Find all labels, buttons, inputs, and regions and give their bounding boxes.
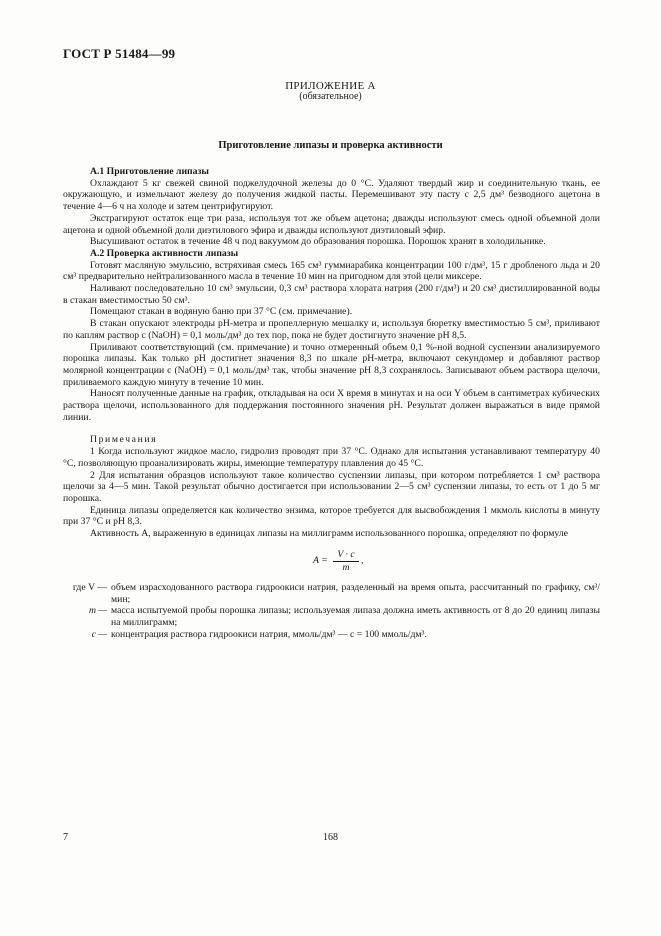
formula-fraction — [333, 549, 359, 574]
definition-text: объем израсходованного раствора гидроокиси натрия, разделенный на время опыта, рассчитанный по графику, см³/мин; — [111, 581, 600, 605]
paragraph-a2-6: Наносят полученные данные на график, откладывая на оси X время в минутах и на оси Y объем в сантиметрах кубических раствора щелочи, использованного для поддержания постоянного значения рН. Результат должен выражаться в виде прямой линии. — [63, 388, 600, 423]
formula-denominator: m — [342, 561, 350, 573]
paragraph-a2-1: Готовят масляную эмульсию, встряхивая смесь 165 см³ гуммиарабика концентрации 100 г/дм³, 15 г дробленого льда и 20 см³ предварительно нейтрализованного масла в течение 10 мин на пригодном для этой цели миксере. — [63, 259, 600, 283]
appendix-title: ПРИЛОЖЕНИЕ А — [285, 80, 376, 92]
formula-tail: , — [361, 554, 364, 566]
formula-lhs: A = — [313, 554, 328, 566]
standard-code: ГОСТ Р 51484—99 — [63, 46, 176, 61]
definition-item — [63, 629, 600, 641]
paragraph-a2-3: Помещают стакан в водяную баню при 37 °С (см. примечание). — [90, 306, 353, 318]
paragraph-unit-definition: Единица липазы определяется как количество энзима, которое требуется для высвобождения 1 мкмоль кислоты в минуту при 37 °С и рН 8,3. — [63, 504, 600, 528]
definition-text: масса испытуемой пробы порошка липазы; используемая липаза должна иметь активность от 8 до 20 единиц липазы на миллиграмм; — [111, 605, 600, 628]
paragraph-a2-5: Приливают соответствующий (см. примечание) и точно отмеренный объем 0,1 %-ной водной суспензии анализируемого порошка липазы. Как только рН достигнет значения 8,3 по шкале рН-метра, включают секундомер и добавляют раствор молярной концентрации c (NaOH) = 0,1 моль/дм³ так, чтобы значение рН 8,3 сохранялось. Записывают объем раствора щелочи, приливаемого каждую минуту в течение 10 мин. — [63, 341, 600, 388]
definition-key: где V — — [72, 581, 107, 593]
paragraph-activity-intro: Активность A, выраженную в единицах липазы на миллиграмм использованного порошка, определяют по формуле — [90, 528, 568, 540]
note-2: 2 Для испытания образцов используют такое количество суспензии липазы, при котором потребляется 1 см³ раствора щелочи за 4—5 мин. Такой результат обычно достигается при использовании 2—5 см³ суспензии липазы, то есть от 1 до 5 мг порошка. — [63, 469, 600, 504]
paragraph-a2-2: Наливают последовательно 10 см³ эмульсии, 0,3 см³ раствора хлората натрия (200 г/дм³) и 20 см³ дистиллированной воды в стакан вместимостью 50 см³. — [63, 283, 600, 306]
activity-formula — [63, 549, 600, 575]
note-1: 1 Когда используют жидкое масло, гидролиз проводят при 37 °С. Однако для испытания устанавливают температуру 40 °С, позволяющую проанализировать жиры, имеющие температуру плавления до 45 °С. — [63, 446, 600, 469]
paragraph-a1-3: Высушивают остаток в течение 48 ч под вакуумом до образования порошка. Порошок хранят в холодильнике. — [90, 236, 546, 248]
section-title: Приготовление липазы и проверка активности — [218, 140, 443, 151]
definition-item — [63, 582, 600, 605]
definition-key: m — — [88, 605, 107, 617]
appendix-subtitle: (обязательное) — [299, 91, 362, 102]
paragraph-a2-4: В стакан опускают электроды рН-метра и пропеллерную мешалку и, используя бюретку вместимостью 5 см³, приливают по каплям раствор c (NaOH) = 0,1 моль/дм³ до тех пор, пока не будет достигнуто значение рН 8,5. — [63, 318, 600, 341]
heading-a1: А.1 Приготовление липазы — [90, 166, 209, 177]
heading-a2: А.2 Проверка активности липазы — [90, 247, 239, 259]
paragraph-a1-2: Экстрагируют остаток еще три раза, используя тот же объем ацетона; дважды используют смесь одной объемной доли ацетона и одной объемной доли диэтилового эфира и дважды используют диэтиловый эфир. — [63, 212, 600, 236]
footer-left-number: 7 — [63, 832, 68, 843]
formula-numerator: V · c — [333, 549, 359, 562]
document-body — [63, 166, 600, 640]
definition-item — [63, 605, 600, 628]
notes-heading: Примечания — [90, 434, 158, 446]
paragraph-a1-1: Охлаждают 5 кг свежей свиной поджелудочной железы до 0 °С. Удаляют твердый жир и соединительную ткань, ее окружающую, и измельчают железу до получения жидкой пасты. Перемешивают эту пасту с 2,5 дм³ безводного ацетона в течение 4—6 ч на холоде и затем центрифугируют. — [63, 177, 600, 213]
definitions-list — [63, 582, 600, 641]
definition-text: концентрация раствора гидроокиси натрия, ммоль/дм³ — c = 100 ммоль/дм³. — [111, 628, 427, 640]
page-number: 168 — [323, 832, 338, 843]
definition-key: c — — [91, 628, 107, 640]
